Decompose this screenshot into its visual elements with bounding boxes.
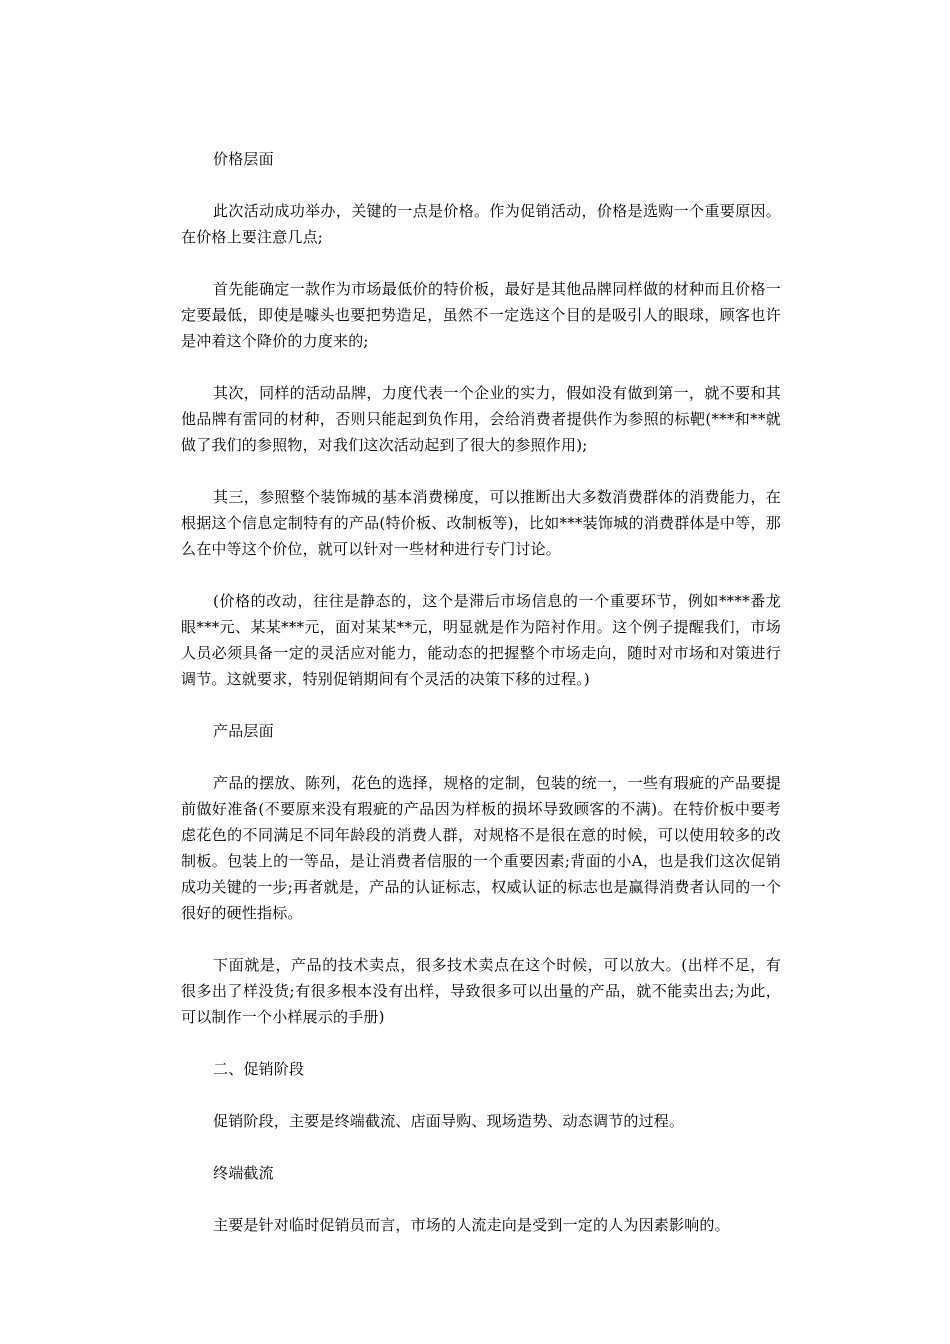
paragraph-product-display: 产品的摆放、陈列，花色的选择，规格的定制，包装的统一，一些有瑕疵的产品要提前做好准备(不要原来没有瑕疵的产品因为样板的损坏导致顾客的不满)。在特价板中要考虑花色的不同满足不同年龄段的消费人群，对规格不是很在意的时候，可以使用较多的改制板。包装上的一等品，是让消费者信服的一个重要因素;背面的小A，也是我们这次促销成功关键的一步;再者就是，产品的认证标志，权威认证的标志也是赢得消费者认同的一个很好的硬性指标。	[181, 774, 781, 922]
paragraph-promotion-intro: 促销阶段，主要是终端截流、店面导购、现场造势、动态调节的过程。	[213, 1112, 685, 1130]
section-heading-product: 产品层面	[213, 722, 274, 740]
paragraph-price-second: 其次，同样的活动品牌，力度代表一个企业的实力，假如没有做到第一，就不要和其他品牌有雷同的材种，否则只能起到负作用，会给消费者提供作为参照的标靶(***和**就做了我们的参照物，对我们这次活动起到了很大的参照作用);	[181, 384, 781, 454]
section-heading-terminal: 终端截流	[213, 1164, 274, 1182]
paragraph-product-tech: 下面就是，产品的技术卖点，很多技术卖点在这个时候，可以放大。(出样不足，有很多出了样没货;有很多根本没有出样，导致很多可以出量的产品，就不能卖出去;为此，可以制作一个小样展示的手册)	[181, 956, 781, 1026]
document-body	[181, 146, 781, 1264]
paragraph-price-key: 此次活动成功举办，关键的一点是价格。作为促销活动，价格是选购一个重要原因。在价格上要注意几点;	[181, 202, 781, 246]
paragraph-price-note: (价格的改动，往往是静态的，这个是滞后市场信息的一个重要环节，例如****番龙眼***元、某某***元，面对某某**元，明显就是作为陪衬作用。这个例子提醒我们，市场人员必须具备一定的灵活应对能力，能动态的把握整个市场走向，随时对市场和对策进行调节。这就要求，特别促销期间有个灵活的决策下移的过程。)	[181, 592, 781, 688]
paragraph-price-third: 其三，参照整个装饰城的基本消费梯度，可以推断出大多数消费群体的消费能力，在根据这个信息定制特有的产品(特价板、改制板等)，比如***装饰城的消费群体是中等，那么在中等这个价位，就可以针对一些材种进行专门讨论。	[181, 488, 781, 558]
section-heading-promotion: 二、促销阶段	[213, 1060, 305, 1078]
paragraph-price-first: 首先能确定一款作为市场最低价的特价板，最好是其他品牌同样做的材种而且价格一定要最低，即使是噱头也要把势造足，虽然不一定选这个目的是吸引人的眼球，顾客也许是冲着这个降价的力度来的;	[181, 280, 781, 350]
paragraph-terminal: 主要是针对临时促销员而言，市场的人流走向是受到一定的人为因素影响的。	[213, 1216, 730, 1234]
section-heading-price: 价格层面	[213, 150, 274, 168]
